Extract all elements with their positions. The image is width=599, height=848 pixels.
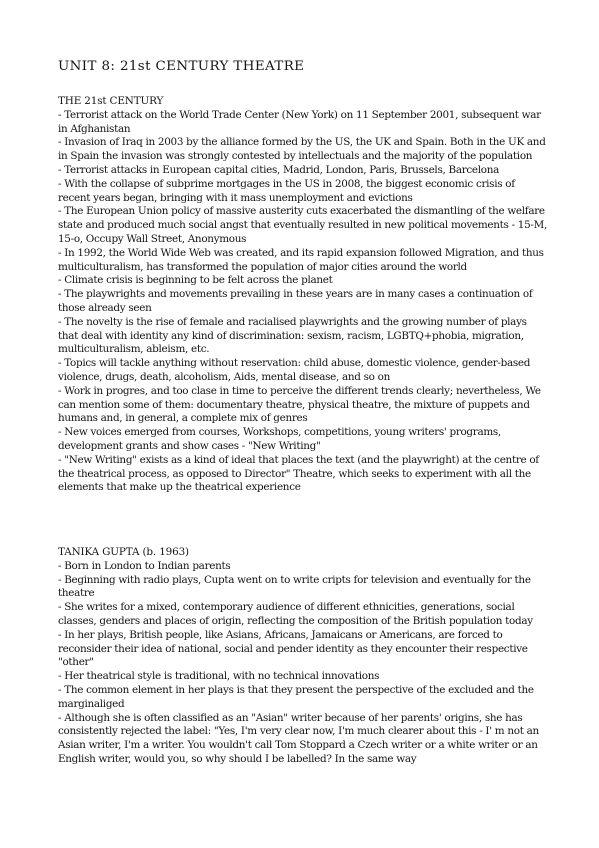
bullet-item: - Although she is often classified as an "Asian" writer because of her parents' origins, she has consistently rejected the label: "Yes, I'm very clear now, I'm much clearer about this - I' m not an Asian writer, I'm a writer. You wouldn't call Tom Stoppard a Czech writer or a white writer or an English writer, would you, so why should I be labelled? In the same way (58, 711, 539, 765)
bullet-item: - In her plays, British people, like Asians, Africans, Jamaicans or Americans, are forced to reconsider their idea of national, social and pender identity as they encounter their respective "other" (58, 628, 528, 669)
bullet-item: - Terrorist attack on the World Trade Center (New York) on 11 September 2001, subsequent war in Afghanistan (58, 108, 541, 135)
section-heading: TANIKA GUPTA (b. 1963) (58, 546, 189, 558)
bullet-item: - Her theatrical style is traditional, with no technical innovations (58, 670, 380, 683)
bullet-item: - In 1992, the World Wide Web was created, and its rapid expansion followed Migration, and thus multiculturalism, has transformed the population of major cities around the world (58, 246, 544, 273)
section-tanika-gupta (58, 546, 548, 767)
bullet-item: - Invasion of Iraq in 2003 by the alliance formed by the US, the UK and Spain. Both in the UK and in Spain the invasion was strongly contested by intellectuals and the majority of the population (58, 136, 546, 163)
bullet-item: - Beginning with radio plays, Cupta went on to write cripts for television and eventually for the theatre (58, 573, 531, 600)
bullet-item: - Climate crisis is beginning to be felt across the planet (58, 274, 333, 287)
bullet-item: - Terrorist attacks in European capital cities, Madrid, London, Paris, Brussels, Barcelona (58, 163, 500, 176)
bullet-item: - Work in progres, and too clase in time to perceive the different trends clearly; nevertheless, We can mention some of them: documentary theatre, physical theatre, the mixture of puppets and humans and, in general, a complete mix of genres (58, 384, 541, 425)
bullet-item: - She writes for a mixed, contemporary audience of different ethnicities, generations, social classes, genders and places of origin, reflecting the composition of the British population today (58, 601, 533, 627)
section-heading: THE 21st CENTURY (58, 95, 164, 107)
bullet-item: - "New Writing" exists as a kind of ideal that places the text (and the playwright) at the centre of the theatrical process, as opposed to Director" Theatre, which seeks to experiment with all the elements that make up the theatrical experience (58, 453, 539, 494)
bullet-item: - The playwrights and movements prevailing in these years are in many cases a continuation of those already seen (58, 288, 533, 314)
bullet-item: - The common element in her plays is that they present the perspective of the excluded and the marginaliged (58, 683, 534, 710)
bullet-list (58, 560, 548, 767)
bullet-list (58, 109, 548, 495)
bullet-item: - New voices emerged from courses, Workshops, competitions, young writers' programs, development grants and show cases - "New Writing" (58, 426, 501, 452)
section-21st-century (58, 95, 548, 495)
bullet-item: - Born in London to Indian parents (58, 559, 231, 572)
bullet-item: - Topics will tackle anything without reservation: child abuse, domestic violence, gender-based violence, drugs, death, alcoholism, Aids, mental disease, and so on (58, 357, 531, 383)
bullet-item: - The novelty is the rise of female and racialised playwrights and the growing number of plays that deal with identity any kind of discrimination: sexism, racism, LGBTQ+phobia, migration, multiculturalism, ableism, etc. (58, 315, 527, 356)
bullet-item: - The European Union policy of massive austerity cuts exacerbated the dismantling of the welfare state and produced much social angst that eventually resulted in new political movements - 15-M, 15-o, Occupy Wall Street, Anonymous (58, 205, 547, 245)
document-title: UNIT 8: 21st CENTURY THEATRE (58, 59, 305, 74)
bullet-item: - With the collapse of subprime mortgages in the US in 2008, the biggest economic crisis of recent years began, bringing with it mass unemployment and evictions (58, 177, 515, 204)
